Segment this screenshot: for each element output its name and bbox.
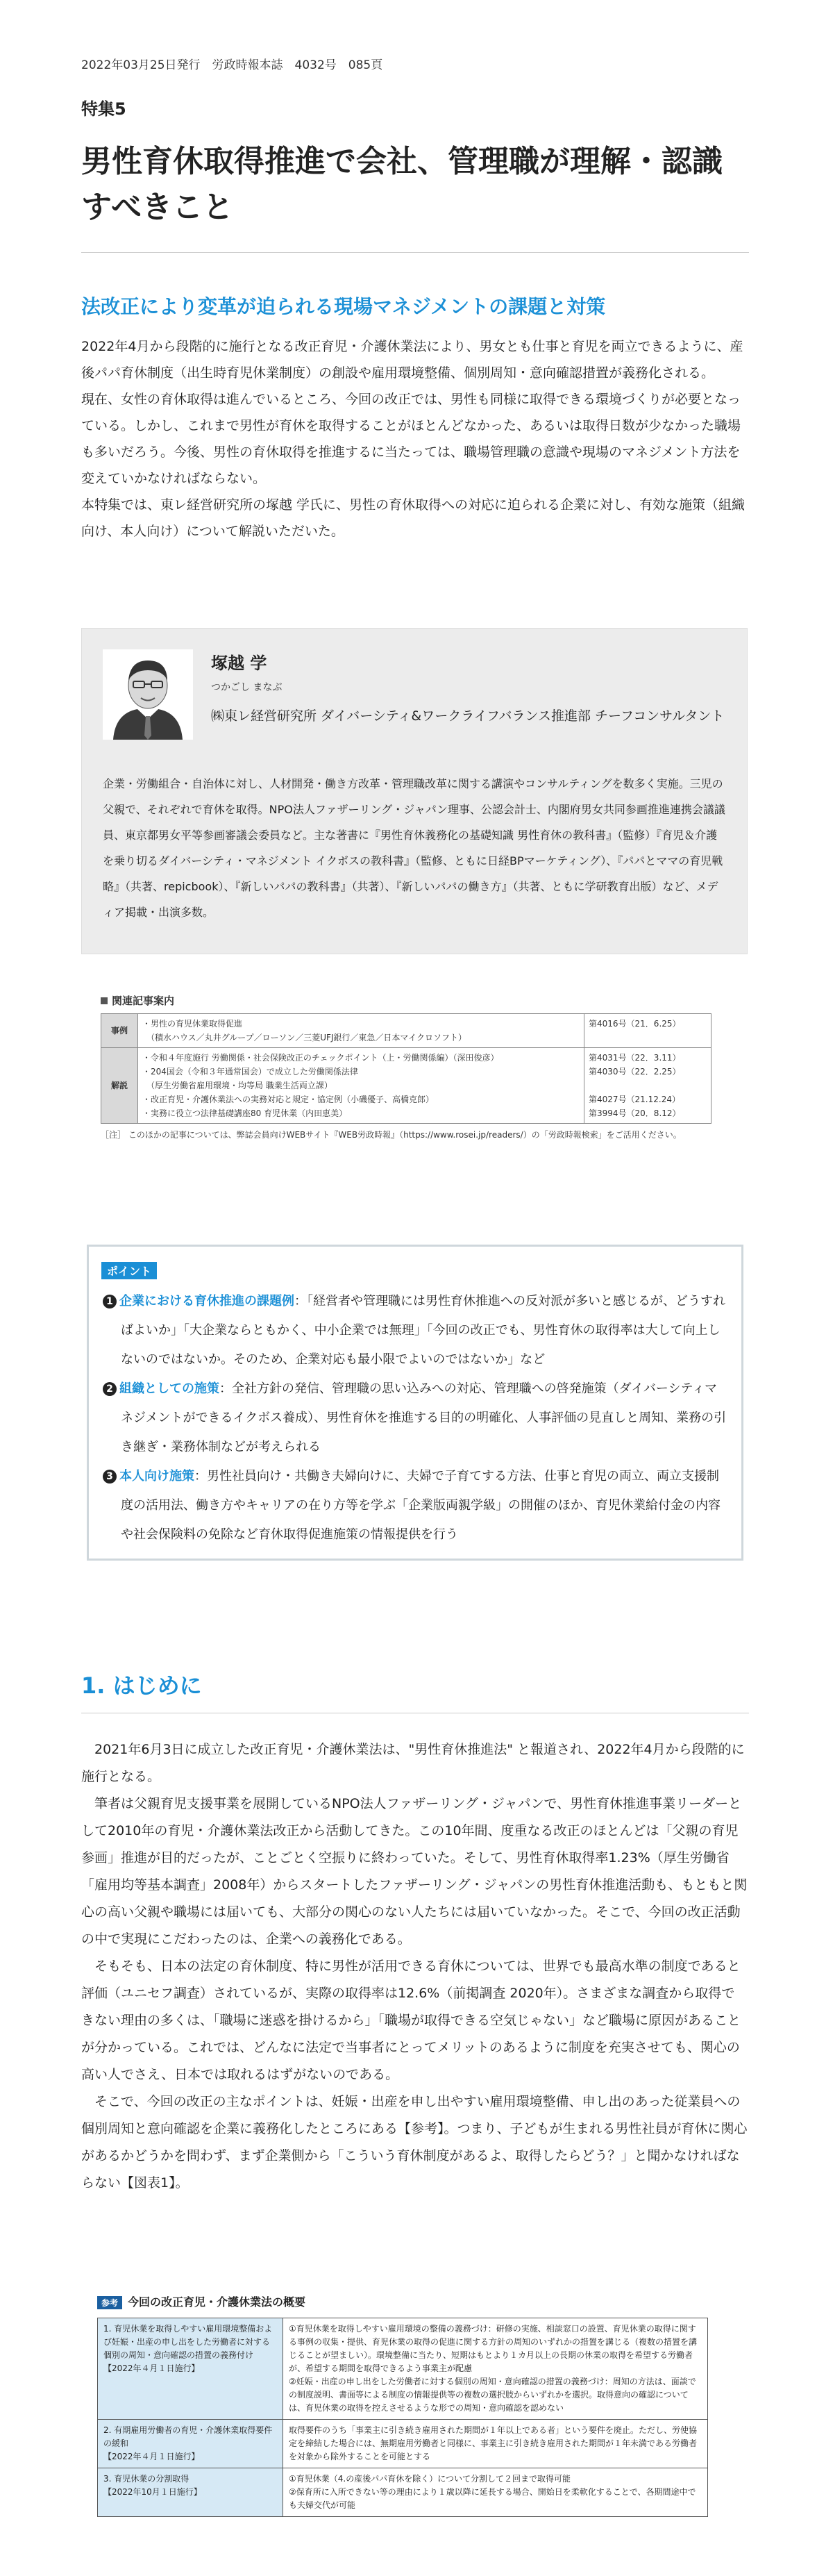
- reference-tag: 参考: [97, 2296, 122, 2309]
- section-body: [81, 1736, 748, 2197]
- related-articles-title: [101, 993, 711, 1008]
- table-row: [98, 2468, 708, 2517]
- point-text: ：「経営者や管理職には男性育休推進への反対派が多いと感じるが、どうすればよいか」「大企業ならともかく、中小企業では無理」「今回の改正でも、男性育休の取得率は大して向上しないのではないか。そのため、企業対応も最小限でよいのではないか」など: [121, 1294, 725, 1367]
- reference-title: [97, 2293, 708, 2309]
- point-heading: 企業における育休推進の課題例: [119, 1294, 294, 1308]
- reference-value: ①育児休業（4.の産後パパ育休を除く）について分割して２回まで取得可能 ②保育所に入所できない等の理由により１歳以降に延長する場合、開始日を柔軟化することで、各期間途中でも夫婦交代が可能: [283, 2468, 708, 2517]
- reference-value: 取得要件のうち「事業主に引き続き雇用された期間が１年以上である者」という要件を廃止。ただし、労使協定を締結した場合には、無期雇用労働者と同様に、事業主に引き続き雇用された期間が１年未満である労働者を対象から除外することを可能とする: [283, 2420, 708, 2468]
- title-divider: [81, 252, 749, 253]
- related-issue: 第4031号（22．3.11） 第4030号（22．2.25） 第4027号（21.12.24） 第3994号（20．8.12）: [584, 1048, 711, 1124]
- author-affiliation: ㈱東レ経営研究所 ダイバーシティ&ワークライフバランス推進部 チーフコンサルタント: [211, 708, 725, 724]
- reference-value: ①育児休業を取得しやすい雇用環境の整備の義務づけ：研修の実施、相談窓口の設置、育児休業の取得に関する事例の収集・提供、育児休業の取得の促進に関する方針の周知のいずれかの措置を講じる（複数の措置を講じることが望ましい）。環境整備に当たり、短期はもとより１カ月以上の長期の休業の取得を希望する労働者が、希望する期間を取得できるよう事業主が配慮 ②妊娠・出産の申し出をした労働者に対する個別の周知・意向確認の措置の義務づけ：周知の方法は、面談での制度説明、書面等による制度の情報提供等の複数の選択肢からいずれかを選択。取得意向の確認については、育児休業の取得を控えさせるような形での周知・意向確認を認めない: [283, 2318, 708, 2420]
- table-row: [101, 1014, 711, 1048]
- author-bio: 企業・労働組合・自治体に対し、人材開発・働き方改革・管理職改革に関する講演やコンサルティングを数多く実施。三児の父親で、それぞれで育休を取得。NPO法人ファザーリング・ジャパン理事、公認会計士、内閣府男女共同参画推進連携会議議員、東京都男女平等参画審議会委員など。主な著書に『男性育休義務化の基礎知識 男性育休の教科書』（監修）『育児＆介護を乗り切るダイバーシティ・マネジメント イクボスの教科書』（監修、ともに日経BPマーケティング）、『パパとママの育児戦略』（共著、repicbook）、『新しいパパの教科書』（共著）、『新しいパパの働き方』（共著、ともに学研教育出版）など、メディア掲載・出演多数。: [103, 777, 725, 919]
- subheading: 法改正により変革が迫られる現場マネジメントの課題と対策: [81, 295, 606, 318]
- body-paragraph: そもそも、日本の法定の育休制度、特に男性が活用できる育休については、世界でも最高水準の制度であると評価（ユニセフ調査）されているが、実際の取得率は12.6%（前掲調査 2020年）。さまざまな調査から取得できない理由の多くは、「職場に迷惑を掛けるから」「職場が取得できる空気じゃない」など職場に原因があることが分かっている。これでは、どんなに法定で当事者にとってメリットのあるように制度を充実させても、関心の高い人でさえ、日本では取れるはずがないのである。: [81, 1959, 741, 2082]
- reference-title-text: 今回の改正育児・介護休業法の概要: [128, 2295, 306, 2309]
- related-category: 事例: [101, 1014, 138, 1048]
- reference-key: 3. 育児休業の分割取得 【2022年10月１日施行】: [98, 2468, 283, 2517]
- point-item: [103, 1374, 727, 1462]
- reference-key: 1. 育児休業を取得しやすい雇用環境整備および妊娠・出産の申し出をした労働者に対する個別の周知・意向確認の措置の義務付け 【2022年４月１日施行】: [98, 2318, 283, 2420]
- page-title: 男性育休取得推進で会社、管理職が理解・認識すべきこと: [81, 144, 723, 225]
- points-list: [103, 1287, 727, 1549]
- reference-table: [97, 2318, 708, 2517]
- author-kana: つかごし まなぶ: [211, 682, 283, 693]
- number-badge-icon: 2: [103, 1382, 117, 1396]
- point-heading: 本人向け施策: [119, 1469, 194, 1484]
- intro-paragraph: 本特集では、東レ経営研究所の塚越 学氏に、男性の育休取得への対応に迫られる企業に対し、有効な施策（組織向け、本人向け）について解説いただいた。: [81, 497, 746, 539]
- table-row: [98, 2318, 708, 2420]
- number-badge-icon: 1: [103, 1295, 117, 1308]
- table-row: [98, 2420, 708, 2468]
- intro-paragraph: 2022年4月から段階的に施行となる改正育児・介護休業法により、男女とも仕事と育児を両立できるように、産後パパ育休制度（出生時育児休業制度）の創設や雇用環境整備、個別周知・意向確認措置が義務化される。: [81, 339, 743, 381]
- reference-figure: [97, 2293, 708, 2517]
- intro-paragraph: 現在、女性の育休取得は進んでいるところ、今回の改正では、男性も同様に取得できる環境づくりが必要となっている。しかし、これまで男性が育休を取得することがほとんどなかった、あるいは取得日数が少なかった職場も多いだろう。今後、男性の育休取得を推進するに当たっては、職場管理職の意識や現場のマネジメント方法を変えていかなければならない。: [81, 392, 741, 486]
- related-note: ［注］ このほかの記事については、弊誌会員向けWEBサイト『WEB労政時報』（https://www.rosei.jp/readers/）の「労政時報検索」をご活用ください。: [101, 1130, 682, 1140]
- reference-key: 2. 有期雇用労働者の育児・介護休業取得要件の緩和 【2022年４月１日施行】: [98, 2420, 283, 2468]
- body-paragraph: 筆者は父親育児支援事業を展開しているNPO法人ファザーリング・ジャパンで、男性育休推進事業リーダーとして2010年の育児・介護休業法改正から活動してきた。この10年間、度重なる改正のほとんどは「父親の育児参画」推進が目的だったが、ことごとく空振りに終わっていた。そして、男性育休取得率1.23%（厚生労働省「雇用均等基本調査」2008年）からスタートしたファザーリング・ジャパンの男性育休推進活動も、もともと関心の高い父親や職場には届いても、大部分の関心のない人たちには届いていなかった。そこで、今回の改正活動の中で実現にこだわったのは、企業への義務化である。: [81, 1796, 748, 1947]
- author-name: 塚越 学: [211, 654, 267, 673]
- related-text: ・男性の育児休業取得促進 （積水ハウス／丸井グループ／ローソン／三菱UFJ銀行／東急／日本マイクロソフト）: [138, 1014, 584, 1048]
- related-category: 解説: [101, 1048, 138, 1124]
- table-row: [101, 1048, 711, 1124]
- point-text: ：全社方針の発信、管理職の思い込みへの対応、管理職への啓発施策（ダイバーシティマネジメントができるイクボス養成）、男性育休を推進する目的の明確化、人事評価の見直しと周知、業務の引き継ぎ・業務体制などが考えられる: [121, 1381, 727, 1454]
- author-profile: [81, 628, 748, 954]
- point-heading: 組織としての施策: [119, 1381, 219, 1396]
- related-articles-table: [101, 1013, 711, 1124]
- intro-text: [81, 333, 748, 545]
- author-photo: [103, 649, 193, 740]
- issue-meta: 2022年03月25日発行 労政時報本誌 4032号 085頁: [81, 58, 383, 72]
- related-text: ・令和４年度施行 労働関係・社会保険改正のチェックポイント（上・労働関係編）（深田俊彦） ・204国会（令和３年通常国会）で成立した労働関係法律 （厚生労働省雇用環境・均等局 職業生活両立課） ・改正育児・介護休業法への実務対応と規定・協定例（小磯優子、高橋克郎） ・実務に役立つ法律基礎講座80 育児休業（内田恵美）: [138, 1048, 584, 1124]
- point-item: [103, 1287, 727, 1374]
- body-paragraph: そこで、今回の改正の主なポイントは、妊娠・出産を申し出やすい雇用環境整備、申し出のあった従業員への個別周知と意向確認を企業に義務化したところにある【参考】。つまり、子どもが生まれる男性社員が育休に関心があるかどうかを問わず、まず企業側から「こういう育休制度があるよ、取得したらどう？」と聞かなければならない【図表1】。: [81, 2094, 748, 2191]
- point-item: [103, 1462, 727, 1549]
- section-label: 特集5: [81, 99, 126, 119]
- points-box: [87, 1245, 743, 1561]
- number-badge-icon: 3: [103, 1470, 117, 1484]
- points-badge: ポイント: [101, 1262, 157, 1279]
- section-heading: 1. はじめに: [81, 1672, 202, 1699]
- point-text: ：男性社員向け・共働き夫婦向けに、夫婦で子育てする方法、仕事と育児の両立、両立支援制度の活用法、働き方やキャリアの在り方等を学ぶ「企業版両親学級」の開催のほか、育児休業給付金の内容や社会保険料の免除など育休取得促進施策の情報提供を行う: [121, 1469, 721, 1542]
- square-icon: [101, 997, 108, 1004]
- body-paragraph: 2021年6月3日に成立した改正育児・介護休業法は、"男性育休推進法" と報道され、2022年4月から段階的に施行となる。: [81, 1742, 745, 1784]
- related-issue: 第4016号（21．6.25）: [584, 1014, 711, 1048]
- related-title-text: 関連記事案内: [112, 995, 175, 1007]
- related-articles: [101, 993, 711, 1142]
